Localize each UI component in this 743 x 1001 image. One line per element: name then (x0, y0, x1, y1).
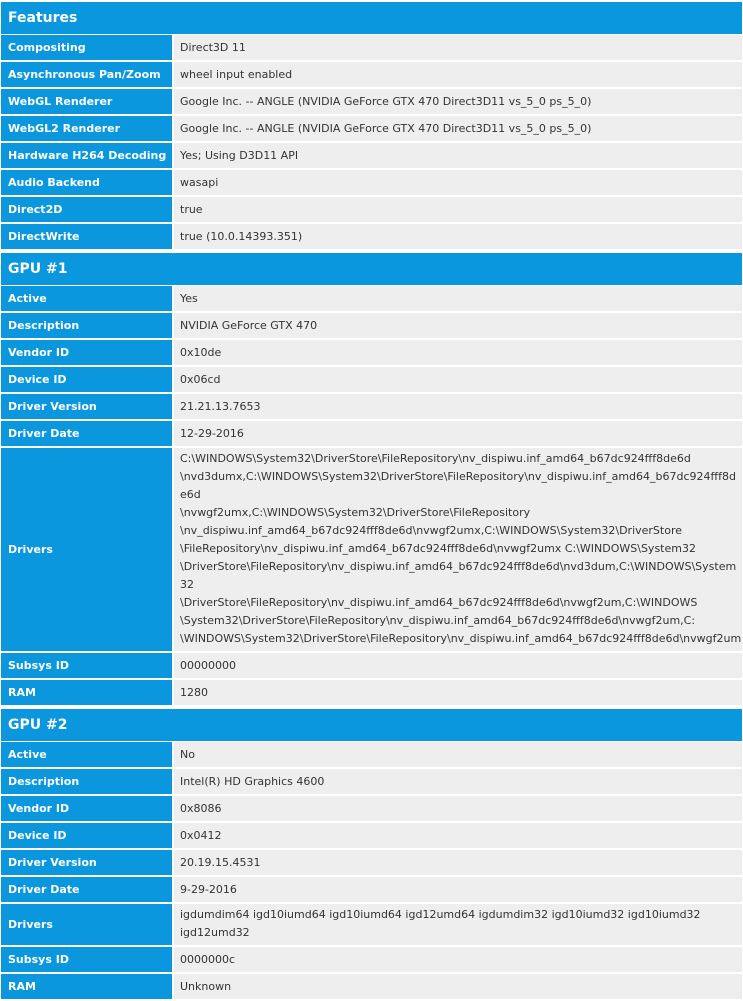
row-key-compositing: Compositing (1, 35, 174, 62)
value-line: \System32\DriverStore\FileRepository\nv_dispiwu.inf_amd64_b67dc924fff8de6d\nvwgf2um,C: (180, 614, 696, 627)
value-line: igdumdim64 igd10iumd64 igd10iumd64 igd12umd64 igdumdim32 igd10iumd32 igd10iumd32 (180, 908, 701, 921)
row-value-driver-date: 9-29-2016 (174, 877, 742, 904)
table-row (1, 340, 742, 367)
row-value-ram: Unknown (174, 974, 742, 1001)
section-title: Features (1, 0, 742, 35)
value-line: \FileRepository\nv_dispiwu.inf_amd64_b67dc924fff8de6d\nvwgf2umx C:\WINDOWS\System32 (180, 542, 696, 555)
table-row (1, 653, 742, 680)
row-key-drivers: Drivers (1, 448, 174, 653)
value-line: \nvwgf2umx,C:\WINDOWS\System32\DriverStore\FileRepository (180, 506, 531, 519)
value-line: \nvd3dumx,C:\WINDOWS\System32\DriverStore\FileRepository\nv_dispiwu.inf_amd64_b67dc924fff8de6d (180, 470, 736, 501)
value-line: \nv_dispiwu.inf_amd64_b67dc924fff8de6d\nvwgf2umx,C:\WINDOWS\System32\DriverStore (180, 524, 682, 537)
row-key-driver-version: Driver Version (1, 850, 174, 877)
table-row (1, 286, 742, 313)
row-key-hardware-h264-decoding: Hardware H264 Decoding (1, 143, 174, 170)
row-key-active: Active (1, 286, 174, 313)
row-key-description: Description (1, 313, 174, 340)
row-key-drivers: Drivers (1, 904, 174, 947)
row-key-webgl-renderer: WebGL Renderer (1, 89, 174, 116)
row-value-audio-backend: wasapi (174, 170, 742, 197)
row-key-driver-date: Driver Date (1, 421, 174, 448)
row-value-driver-version: 21.21.13.7653 (174, 394, 742, 421)
row-value-driver-date: 12-29-2016 (174, 421, 742, 448)
row-value-directwrite: true (10.0.14393.351) (174, 224, 742, 251)
row-value-active: Yes (174, 286, 742, 313)
value-line: \WINDOWS\System32\DriverStore\FileRepository\nv_dispiwu.inf_amd64_b67dc924fff8de6d\nvwgf2um (180, 632, 742, 645)
table-row (1, 769, 742, 796)
row-key-description: Description (1, 769, 174, 796)
row-key-vendor-id: Vendor ID (1, 340, 174, 367)
row-key-ram: RAM (1, 974, 174, 1001)
row-value-ram: 1280 (174, 680, 742, 707)
table-row (1, 877, 742, 904)
row-key-direct2d: Direct2D (1, 197, 174, 224)
row-key-vendor-id: Vendor ID (1, 796, 174, 823)
row-value-webgl2-renderer: Google Inc. -- ANGLE (NVIDIA GeForce GTX 470 Direct3D11 vs_5_0 ps_5_0) (174, 116, 742, 143)
table-row (1, 947, 742, 974)
table-row (1, 197, 742, 224)
section-header-gpu-2 (1, 707, 742, 742)
table-row (1, 116, 742, 143)
table-row (1, 62, 742, 89)
row-value-description: NVIDIA GeForce GTX 470 (174, 313, 742, 340)
table-row (1, 904, 742, 947)
table-row (1, 35, 742, 62)
value-line: igd12umd32 (180, 926, 250, 939)
row-value-asynchronous-pan-zoom: wheel input enabled (174, 62, 742, 89)
row-key-subsys-id: Subsys ID (1, 947, 174, 974)
table-row (1, 143, 742, 170)
value-line: \DriverStore\FileRepository\nv_dispiwu.inf_amd64_b67dc924fff8de6d\nvd3dum,C:\WINDOWS\System32 (180, 560, 737, 591)
row-key-driver-version: Driver Version (1, 394, 174, 421)
row-value-drivers (174, 448, 742, 653)
table-row (1, 850, 742, 877)
row-key-webgl2-renderer: WebGL2 Renderer (1, 116, 174, 143)
table-row (1, 680, 742, 707)
table-row (1, 89, 742, 116)
section-title: GPU #1 (1, 251, 742, 286)
row-value-description: Intel(R) HD Graphics 4600 (174, 769, 742, 796)
row-value-active: No (174, 742, 742, 769)
row-key-driver-date: Driver Date (1, 877, 174, 904)
row-value-subsys-id: 0000000c (174, 947, 742, 974)
table-row (1, 974, 742, 1001)
table-row (1, 742, 742, 769)
table-row (1, 313, 742, 340)
graphics-info-table (1, 0, 742, 1001)
row-value-subsys-id: 00000000 (174, 653, 742, 680)
row-value-hardware-h264-decoding: Yes; Using D3D11 API (174, 143, 742, 170)
row-key-asynchronous-pan-zoom: Asynchronous Pan/Zoom (1, 62, 174, 89)
row-key-subsys-id: Subsys ID (1, 653, 174, 680)
row-value-vendor-id: 0x10de (174, 340, 742, 367)
row-value-drivers (174, 904, 742, 947)
table-row (1, 796, 742, 823)
row-key-active: Active (1, 742, 174, 769)
row-key-directwrite: DirectWrite (1, 224, 174, 251)
row-value-device-id: 0x06cd (174, 367, 742, 394)
row-value-driver-version: 20.19.15.4531 (174, 850, 742, 877)
row-key-ram: RAM (1, 680, 174, 707)
value-line: \DriverStore\FileRepository\nv_dispiwu.inf_amd64_b67dc924fff8de6d\nvwgf2um,C:\WINDOWS (180, 596, 698, 609)
graphics-info-panel (1, 0, 742, 1001)
row-key-device-id: Device ID (1, 823, 174, 850)
section-header-gpu-1 (1, 251, 742, 286)
row-value-direct2d: true (174, 197, 742, 224)
value-line: C:\WINDOWS\System32\DriverStore\FileRepository\nv_dispiwu.inf_amd64_b67dc924fff8de6d (180, 452, 691, 465)
table-row (1, 448, 742, 653)
section-header-features (1, 0, 742, 35)
row-key-audio-backend: Audio Backend (1, 170, 174, 197)
table-row (1, 823, 742, 850)
row-value-device-id: 0x0412 (174, 823, 742, 850)
table-row (1, 421, 742, 448)
table-row (1, 367, 742, 394)
table-row (1, 170, 742, 197)
graphics-info-body (1, 0, 742, 1001)
row-value-webgl-renderer: Google Inc. -- ANGLE (NVIDIA GeForce GTX 470 Direct3D11 vs_5_0 ps_5_0) (174, 89, 742, 116)
row-value-vendor-id: 0x8086 (174, 796, 742, 823)
row-value-compositing: Direct3D 11 (174, 35, 742, 62)
table-row (1, 224, 742, 251)
table-row (1, 394, 742, 421)
row-key-device-id: Device ID (1, 367, 174, 394)
section-title: GPU #2 (1, 707, 742, 742)
